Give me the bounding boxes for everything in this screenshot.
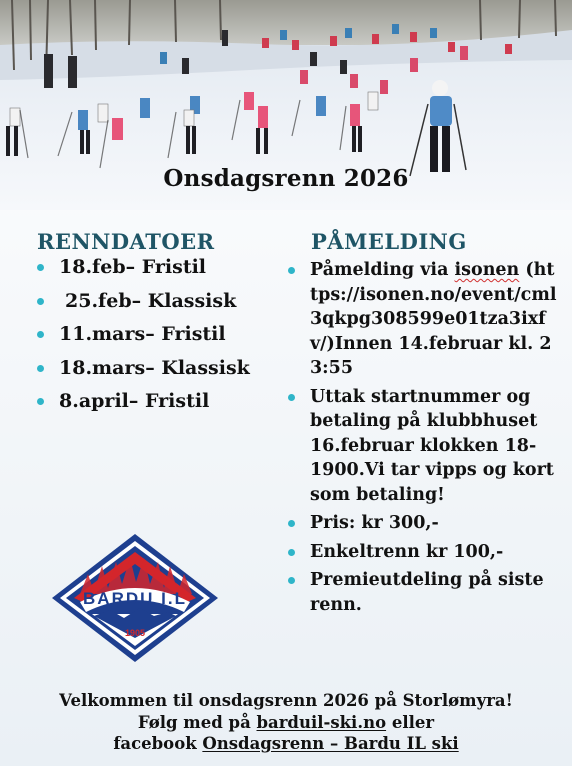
list-item: Påmelding via isonen (https://isonen.no/event/cml3qkpg308599e01tza3ixfv/)Innen 14.februar kl. 23:55 xyxy=(288,258,560,381)
list-item: Pris: kr 300,- xyxy=(288,511,560,536)
list-item: 11.mars– Fristil xyxy=(37,323,250,357)
list-item: 25.feb– Klassisk xyxy=(37,290,250,324)
registration-heading: PÅMELDING xyxy=(311,229,467,254)
footer-welcome: Velkommen til onsdagsrenn 2026 på Storlømyra! xyxy=(59,691,513,710)
logo-name: BARDU I.L xyxy=(83,589,187,608)
list-item: 18.mars– Klassisk xyxy=(37,357,250,391)
footer-facebook: facebook Onsdagsrenn – Bardu IL ski xyxy=(113,734,459,753)
race-dates-heading: RENNDATOER xyxy=(37,229,215,254)
list-item: Uttak startnummer og betaling på klubbhuset 16.februar klokken 18-1900.Vi tar vipps og kort som betaling! xyxy=(288,385,560,508)
bardu-il-logo xyxy=(50,532,220,664)
footer-follow: Følg med på barduil-ski.no eller xyxy=(137,712,435,732)
list-item: Premieutdeling på siste renn. xyxy=(288,568,560,617)
website-link[interactable]: barduil-ski.no xyxy=(256,712,387,732)
isonen-link[interactable]: isonen xyxy=(454,260,520,280)
registration-list xyxy=(288,258,560,621)
list-item: Enkeltrenn kr 100,- xyxy=(288,540,560,565)
logo-year: 1905 xyxy=(124,628,146,638)
facebook-link[interactable]: Onsdagsrenn – Bardu IL ski xyxy=(202,734,459,753)
page-title: Onsdagsrenn 2026 xyxy=(163,165,409,192)
footer xyxy=(0,690,572,755)
list-item: 8.april– Fristil xyxy=(37,390,250,424)
list-item: 18.feb– Fristil xyxy=(37,256,250,290)
race-dates-list xyxy=(37,256,250,424)
